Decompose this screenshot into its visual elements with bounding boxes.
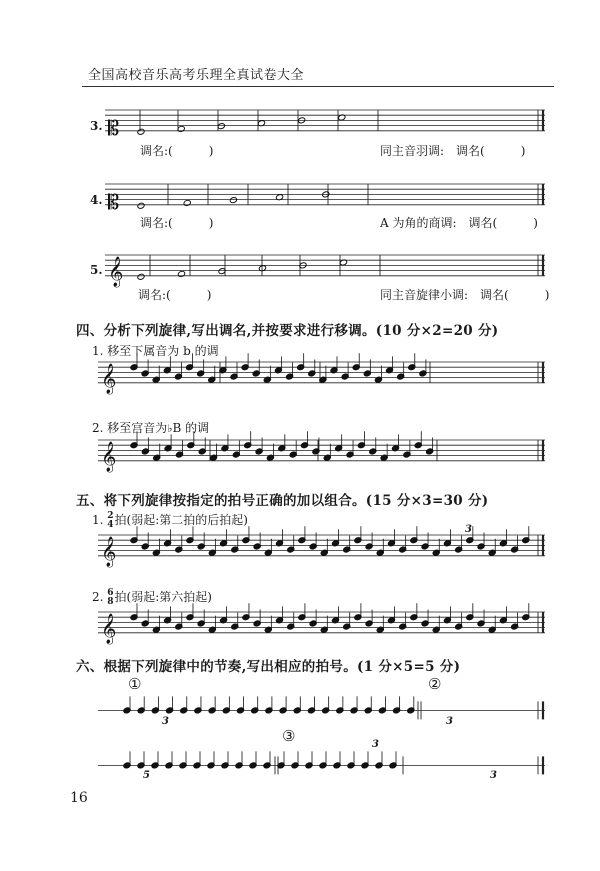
note-head [183,199,191,206]
rhythm-mark-3: ③ [282,727,296,745]
clef-icon: 𝄡 [108,115,120,140]
section-6-title: 六、根据下列旋律中的节奏,写出相应的拍号。(1 分×5=5 分) [76,659,461,675]
section-5-item-1: 1. 2 4拍(弱起:第二拍的后拍起) [92,510,248,530]
exercise-5-key-label: 调名:( ) [138,288,212,302]
clef-icon: 𝄞 [101,613,117,644]
section-4-item-1: 1. 移至下属音为 b 的调 [92,344,219,358]
exercise-5-right-label: 同主音旋律小调: 调名( ) [380,288,550,302]
rhythm-mark-2: ② [428,675,442,693]
page-header: 全国高校音乐高考乐理全真试卷大全 [88,68,305,83]
section-4-item-2: 2. 移至宫音为♭B 的调 [92,421,210,435]
exercise-3-number: 3. [90,119,103,133]
note-head [229,197,237,204]
staff-exercise-4 [105,184,545,214]
clef-icon: 𝄞 [101,536,117,567]
note-head [137,202,145,209]
exercise-4-number: 4. [90,193,103,207]
exercise-5-number: 5. [90,263,103,277]
staff-exercise-5 [105,255,545,288]
exercise-3-right-label: 同主音羽调: 调名( ) [380,144,526,158]
clef-icon: 𝄡 [108,189,120,214]
exercise-3-key-label: 调名:( ) [140,144,214,158]
note-head [177,270,185,277]
note-head [137,128,145,135]
staff-exercise-3 [105,110,545,140]
exercise-4-right-label: A 为角的商调: 调名( ) [380,216,538,230]
page-number: 16 [70,790,88,806]
note-head [217,123,225,130]
clef-icon: 𝄞 [108,256,124,287]
clef-icon: 𝄞 [101,363,117,394]
rhythm-tuplet-3: 5 [143,770,150,781]
exercise-4-key-label: 调名:( ) [140,216,214,230]
section-5-triplet-mark: 3 [465,524,472,535]
rhythm-tuplet-4: 3 [372,739,379,750]
rhythm-tuplet-2: 3 [446,716,453,727]
note-head [137,273,145,280]
rhythm-tuplet-1: 3 [162,716,169,727]
section-5-title: 五、将下列旋律按指定的拍号正确的加以组合。(15 分×3=30 分) [76,493,489,509]
clef-icon: 𝄞 [101,441,117,472]
staff-melody-4-2 [98,440,545,473]
rhythm-mark-1: ① [128,675,142,693]
rhythm-tuplet-5: 3 [490,770,497,781]
section-4-title: 四、分析下列旋律,写出调名,并按要求进行移调。(10 分×2=20 分) [76,323,499,339]
section-5-item-2: 2. 6 8拍(弱起:第六拍起) [92,587,212,607]
